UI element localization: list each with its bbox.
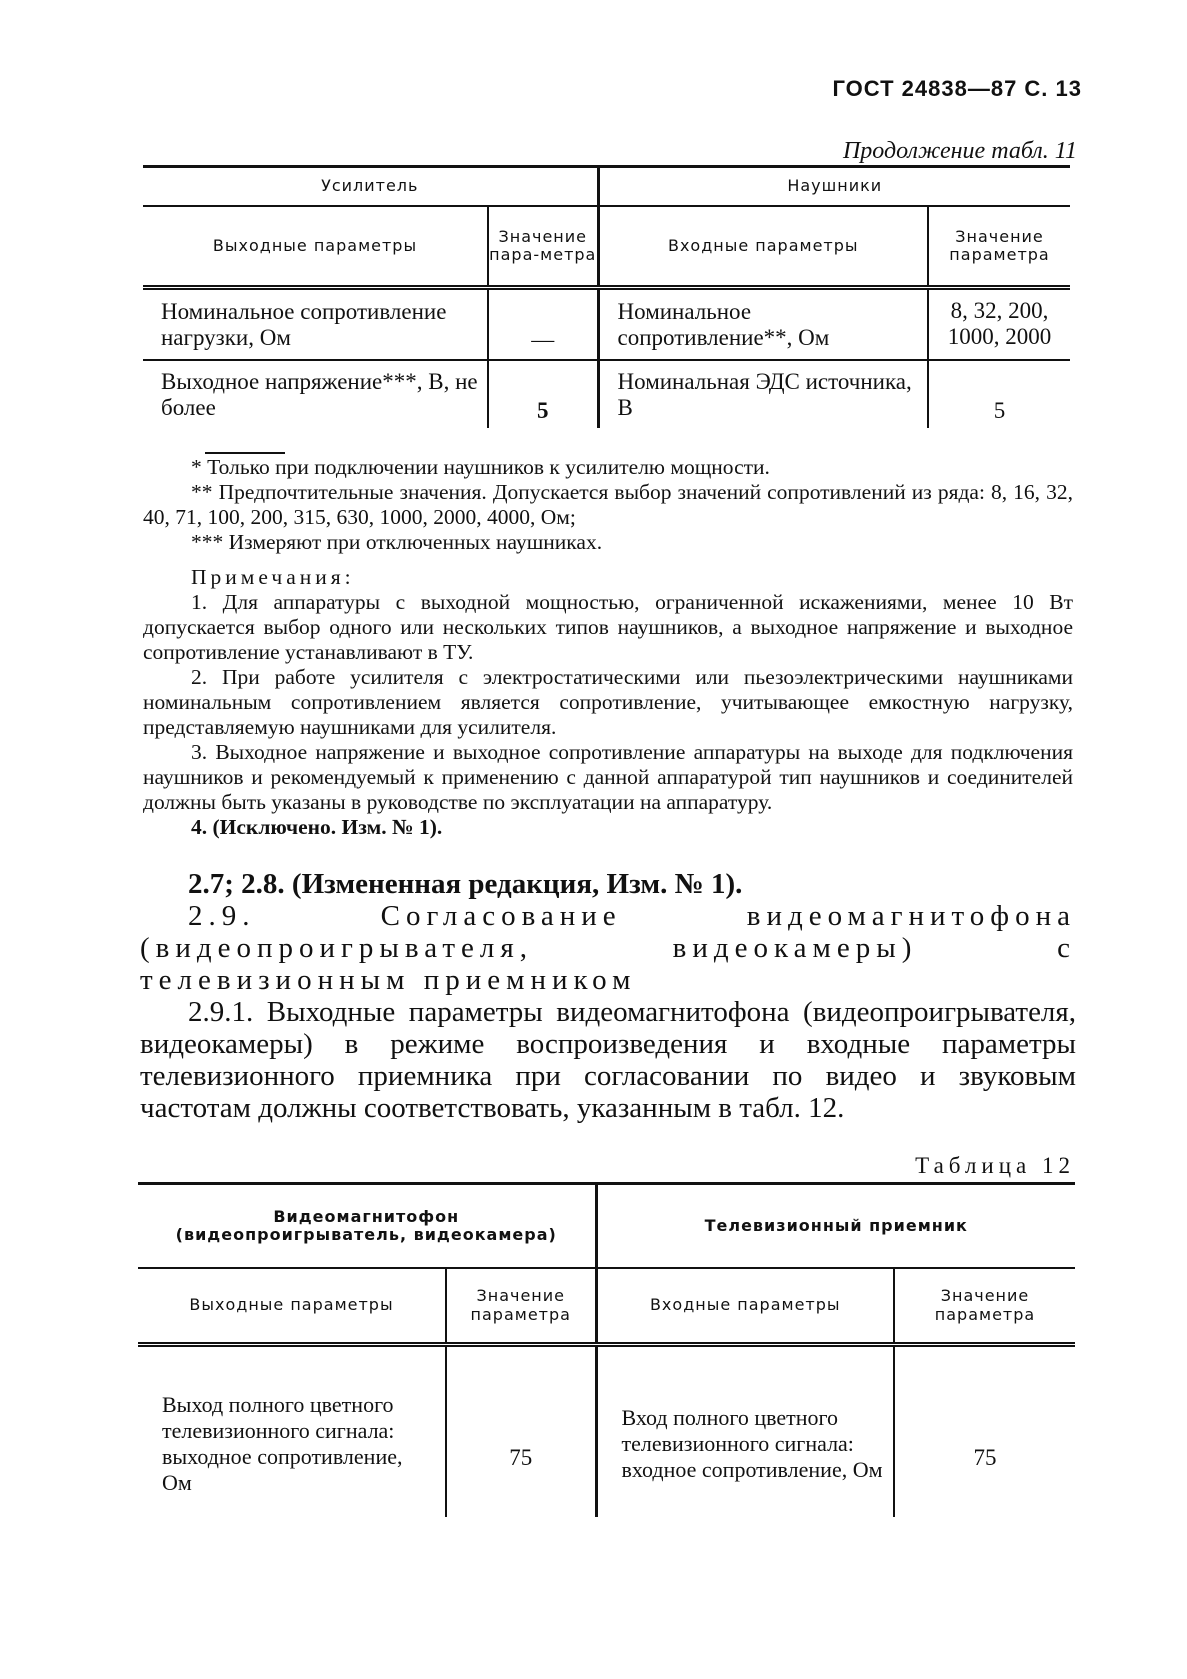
table11-row1-in-param: Номинальное сопротивление**, Ом <box>598 288 928 360</box>
table12-group-vcr: Видеомагнитофон (видеопроигрыватель, видеокамера) <box>138 1184 596 1269</box>
para-2-9-1: 2.9.1. Выходные параметры видеомагнитофона (видеопроигрывателя, видеокамеры) в режиме воспроизведения и входные параметры телевизионного приемника при согласовании по видео и звуковым частотам должны соответствовать, указанным в табл. 12. <box>140 996 1076 1124</box>
table11-col-out-params: Выходные параметры <box>143 206 488 288</box>
footnotes-and-notes <box>143 455 1073 840</box>
footnote-3: *** Измеряют при отключенных наушниках. <box>191 530 603 554</box>
table11-row2-out-param: Выходное напряжение***, В, не более <box>161 369 478 420</box>
table11-row2-out-value: 5 <box>488 360 598 428</box>
footnote-2: ** Предпочтительные значения. Допускается выбор значений сопротивлений из ряда: 8, 16, 32, 40, 71, 100, 200, 315, 630, 1000, 2000, 4000, Ом; <box>143 480 1073 529</box>
table-row <box>138 1345 1075 1517</box>
page-header: ГОСТ 24838—87 С. 13 <box>832 76 1082 101</box>
table-11 <box>143 165 1070 428</box>
table11-col-in-params: Входные параметры <box>598 206 928 288</box>
table12-out-value: 75 <box>446 1345 596 1517</box>
table11-row1-out-param: Номинальное сопротивление нагрузки, Ом <box>143 288 488 360</box>
table-row <box>143 360 1070 428</box>
para-2-7: 2.7; 2.8. (Измененная редакция, Изм. № 1). <box>188 868 743 900</box>
notes-title: Примечания: <box>191 565 355 589</box>
table11-group-headphones: Наушники <box>598 167 1070 207</box>
table12-label: Таблица 12 <box>915 1153 1075 1178</box>
table12-group-tv: Телевизионный приемник <box>596 1184 1075 1269</box>
main-text <box>140 868 1076 1124</box>
table11-col-value-right: Значение параметра <box>928 206 1070 288</box>
table12-col-in-params: Входные параметры <box>596 1268 894 1345</box>
note-1: 1. Для аппаратуры с выходной мощностью, ограниченной искажениями, менее 10 Вт допускается выбор одного или нескольких типов наушников, а выходное напряжение и выходное сопротивление устанавливают в ТУ. <box>143 590 1073 664</box>
table11-col-value-left: Значение пара-метра <box>488 206 598 288</box>
footnote-separator <box>205 452 285 454</box>
table11-row2-in-param: Номинальная ЭДС источника, В <box>598 360 928 428</box>
table12-out-param: Выход полного цветного телевизионного сигнала: выходное сопротивление, Ом <box>162 1391 403 1495</box>
table-12 <box>138 1182 1075 1517</box>
note-2: 2. При работе усилителя с электростатическими или пьезоэлектрическими наушниками номинальным сопротивлением является сопротивление, учитывающее емкостную нагрузку, представляемую наушниками для усилителя. <box>143 665 1073 739</box>
table12-col-out-params: Выходные параметры <box>138 1268 446 1345</box>
table12-col-value-left: Значение параметра <box>446 1268 596 1345</box>
table12-in-param: Вход полного цветного телевизионного сигнала: входное сопротивление, Ом <box>596 1345 894 1517</box>
table11-continuation-label: Продолжение табл. 11 <box>842 138 1077 164</box>
table11-group-amplifier: Усилитель <box>143 167 598 207</box>
table12-in-value: 75 <box>894 1345 1075 1517</box>
para-2-9: 2.9. Согласование видеомагнитофона (видеопроигрывателя, видеокамеры) с телевизионным приемником <box>140 900 1076 996</box>
note-4: 4. (Исключено. Изм. № 1). <box>191 815 443 839</box>
table12-col-value-right: Значение параметра <box>894 1268 1075 1345</box>
table11-row1-in-value: 8, 32, 200, 1000, 2000 <box>928 288 1070 360</box>
table11-row1-out-value: — <box>488 288 598 360</box>
footnote-1: * Только при подключении наушников к усилителю мощности. <box>191 455 770 479</box>
table-row <box>143 288 1070 360</box>
note-3: 3. Выходное напряжение и выходное сопротивление аппаратуры на выходе для подключения наушников и рекомендуемый к применению с данной аппаратурой тип наушников и соединителей должны быть указаны в руководстве по эксплуатации на аппаратуру. <box>143 740 1073 814</box>
table11-row2-in-value: 5 <box>928 360 1070 428</box>
